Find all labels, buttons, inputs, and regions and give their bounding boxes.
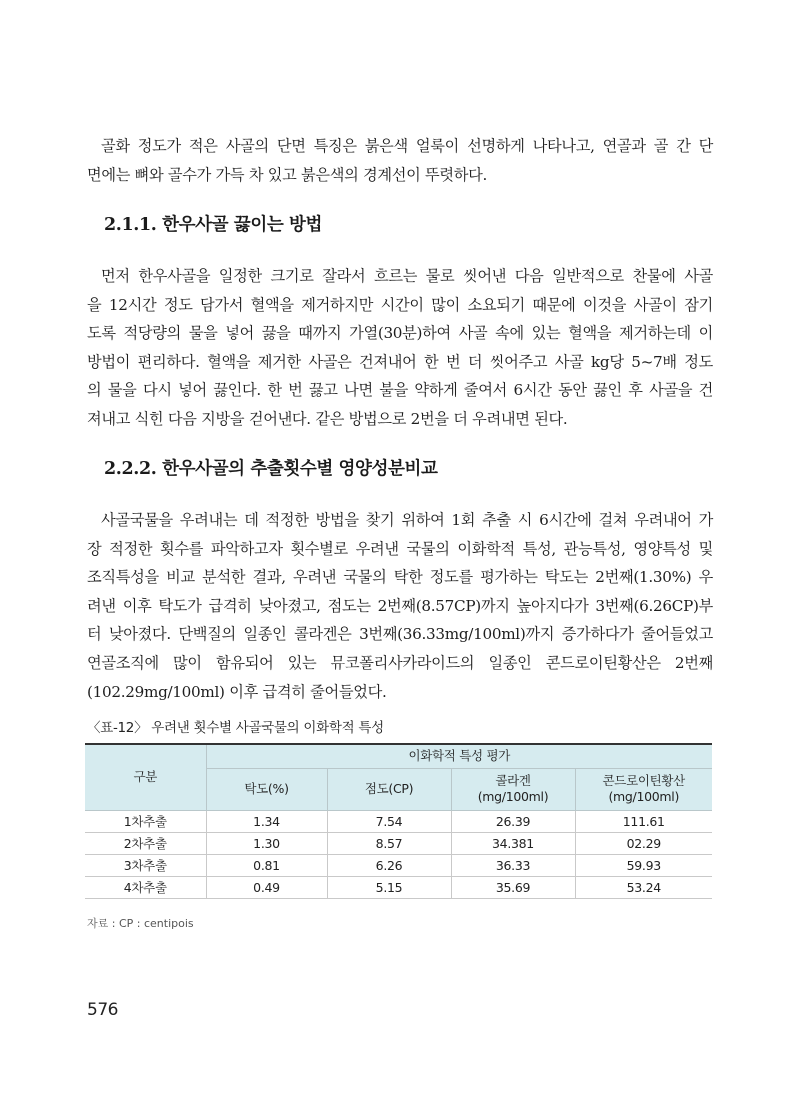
cell-value: 8.57 — [327, 832, 451, 854]
table-source-note: 자료 : CP : centipois — [87, 917, 194, 930]
cell-value: 7.54 — [327, 810, 451, 832]
cell-value: 36.33 — [451, 854, 575, 876]
column-header-chondroitin: 콘드로이틴황산 (mg/100ml) — [575, 768, 712, 810]
cell-value: 34.381 — [451, 832, 575, 854]
text-line: 사골국물을 우려내는 데 적정한 방법을 찾기 위하여 1회 추출 시 6시간에 걸쳐 우려내어 가 — [101, 511, 713, 529]
row-header-label: 구분 — [85, 744, 206, 810]
table-row — [85, 876, 712, 898]
text-line: 도록 적당량의 물을 넣어 끓을 때까지 가열(30분)하여 사골 속에 있는 혈액을 제거하는데 이 — [87, 324, 713, 343]
cell-value: 1.30 — [206, 832, 327, 854]
cell-value: 5.15 — [327, 876, 451, 898]
paragraph-nutrient-comparison — [87, 506, 713, 706]
table-row — [85, 854, 712, 876]
cell-value: 0.81 — [206, 854, 327, 876]
paragraph-intro — [87, 132, 713, 189]
text-line: 면에는 뼈와 골수가 가득 차 있고 붉은색의 경계선이 뚜렷하다. — [87, 165, 488, 184]
paragraph-boiling-method — [87, 262, 713, 434]
row-label: 3차추출 — [85, 854, 206, 876]
text-line: 조직특성을 비교 분석한 결과, 우려낸 국물의 탁한 정도를 평가하는 탁도는 2번째(1.30%) 우 — [87, 568, 713, 587]
cell-value: 6.26 — [327, 854, 451, 876]
group-header: 이화학적 특성 평가 — [206, 744, 712, 768]
text-line: 을 12시간 정도 담가서 혈액을 제거하지만 시간이 많이 소요되기 때문에 이것을 사골이 잠기 — [87, 295, 713, 314]
section-heading-boiling-method: 2.1.1. 한우사골 끓이는 방법 — [104, 215, 323, 235]
cell-value: 0.49 — [206, 876, 327, 898]
text-line: 먼저 한우사골을 일정한 크기로 잘라서 흐르는 물로 씻어낸 다음 일반적으로 찬물에 사골 — [101, 267, 713, 285]
text-line: 터 낮아졌다. 단백질의 일종인 콜라겐은 3번째(36.33mg/100ml)까지 증가하다가 줄어들었고 — [87, 625, 713, 644]
text-line: 연골조직에 많이 함유되어 있는 뮤코폴리사카라이드의 일종인 콘드로이틴황산은 2번째 — [87, 653, 713, 672]
cell-value: 111.61 — [575, 810, 712, 832]
table-row — [85, 832, 712, 854]
text-line: 려낸 이후 탁도가 급격히 낮아졌고, 점도는 2번째(8.57CP)까지 높아지다가 3번째(6.26CP)부 — [87, 596, 713, 615]
text-line: 의 물을 다시 넣어 끓인다. 한 번 끓고 나면 불을 약하게 줄여서 6시간 동안 끓인 후 사골을 건 — [87, 381, 713, 400]
text-line: 골화 정도가 적은 사골의 단면 특징은 붉은색 얼룩이 선명하게 나타나고, 연골과 골 간 단 — [101, 137, 713, 155]
cell-value: 1.34 — [206, 810, 327, 832]
table-caption: 〈표-12〉 우려낸 횟수별 사골국물의 이화학적 특성 — [87, 720, 384, 736]
row-label: 4차추출 — [85, 876, 206, 898]
column-header-viscosity: 점도(CP) — [327, 768, 451, 810]
cell-value: 02.29 — [575, 832, 712, 854]
text-line: 장 적정한 횟수를 파악하고자 횟수별로 우려낸 국물의 이화학적 특성, 관능특성, 영양특성 및 — [87, 539, 713, 558]
cell-value: 59.93 — [575, 854, 712, 876]
page-number: 576 — [87, 1000, 118, 1020]
column-header-collagen: 콜라겐 (mg/100ml) — [451, 768, 575, 810]
text-line: 방법이 편리하다. 혈액을 제거한 사골은 건져내어 한 번 더 씻어주고 사골 kg당 5~7배 정도 — [87, 352, 713, 371]
cell-value: 53.24 — [575, 876, 712, 898]
row-label: 1차추출 — [85, 810, 206, 832]
section-heading-nutrient-comparison: 2.2.2. 한우사골의 추출횟수별 영양성분비교 — [104, 459, 438, 479]
text-line: (102.29mg/100ml) 이후 급격히 줄어들었다. — [87, 682, 387, 701]
row-label: 2차추출 — [85, 832, 206, 854]
physicochemical-table — [85, 743, 712, 899]
column-header-turbidity: 탁도(%) — [206, 768, 327, 810]
table-row — [85, 810, 712, 832]
text-line: 져내고 식힌 다음 지방을 걷어낸다. 같은 방법으로 2번을 더 우려내면 된다. — [87, 409, 568, 428]
cell-value: 26.39 — [451, 810, 575, 832]
cell-value: 35.69 — [451, 876, 575, 898]
